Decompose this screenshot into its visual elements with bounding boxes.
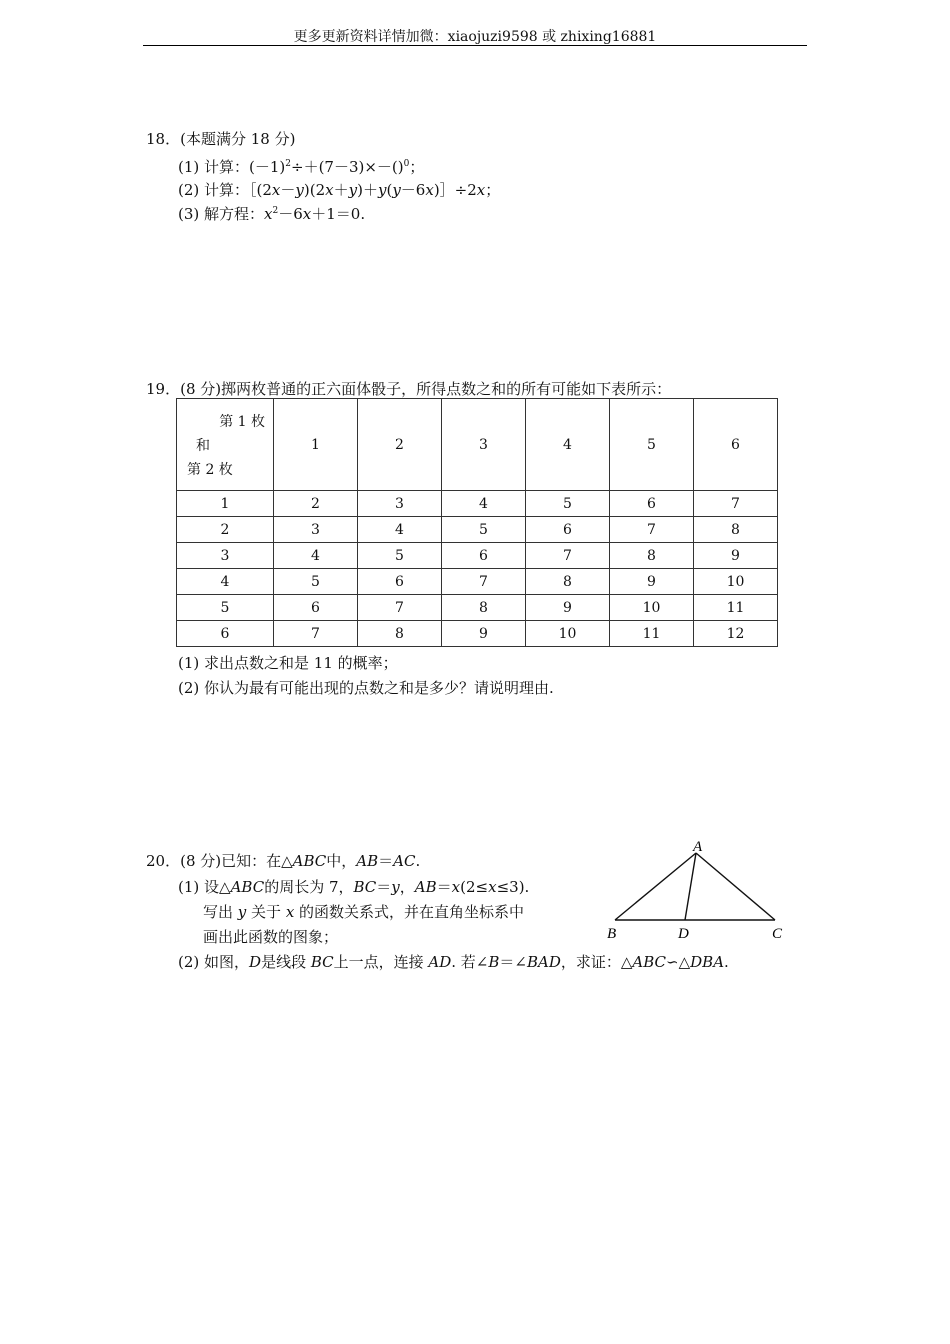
q20-part1-line1: (1) 设△ABC的周长为 7，BC＝y，AB＝x(2≤x≤3).	[178, 878, 530, 896]
table-corner-cell	[177, 399, 274, 491]
vertex-label-d: D	[678, 926, 689, 942]
table-row	[177, 491, 778, 517]
table-cell: 7	[442, 569, 526, 595]
header-cell: 6	[694, 399, 778, 491]
dice-sum-table	[176, 398, 778, 647]
table-cell: 7	[526, 543, 610, 569]
table-row	[177, 543, 778, 569]
table-cell: 10	[610, 595, 694, 621]
table-row	[177, 595, 778, 621]
table-cell: 1	[177, 491, 274, 517]
table-cell: 8	[358, 621, 442, 647]
table-cell: 11	[610, 621, 694, 647]
table-cell: 10	[694, 569, 778, 595]
table-cell: 9	[526, 595, 610, 621]
table-cell: 5	[358, 543, 442, 569]
corner-second-die: 第 2 枚	[187, 462, 233, 478]
corner-sum: 和	[196, 438, 210, 454]
table-cell: 4	[274, 543, 358, 569]
table-cell: 11	[694, 595, 778, 621]
table-cell: 7	[274, 621, 358, 647]
table-cell: 12	[694, 621, 778, 647]
table-cell: 6	[358, 569, 442, 595]
table-row	[177, 569, 778, 595]
table-cell: 8	[526, 569, 610, 595]
table-cell: 4	[358, 517, 442, 543]
table-cell: 5	[177, 595, 274, 621]
table-cell: 2	[177, 517, 274, 543]
table-cell: 4	[177, 569, 274, 595]
q20-part2: (2) 如图，D是线段 BC上一点，连接 AD. 若∠B＝∠BAD，求证：△ABC∽△DBA.	[178, 953, 729, 971]
table-header-row	[177, 399, 778, 491]
triangle-figure	[600, 836, 800, 946]
table-cell: 3	[177, 543, 274, 569]
vertex-label-c: C	[772, 926, 783, 942]
table-cell: 7	[358, 595, 442, 621]
table-cell: 7	[694, 491, 778, 517]
segment-ab	[615, 853, 696, 920]
table-cell: 8	[442, 595, 526, 621]
header-rule	[143, 45, 807, 46]
q20-part1-line2: 写出 y 关于 x 的函数关系式，并在直角坐标系中	[203, 903, 525, 921]
table-cell: 9	[442, 621, 526, 647]
q19-title: 19．(8 分)掷两枚普通的正六面体骰子，所得点数之和的所有可能如下表所示：	[146, 380, 672, 398]
header-cell: 2	[358, 399, 442, 491]
vertex-label-a: A	[693, 839, 703, 855]
table-cell: 9	[610, 569, 694, 595]
table-cell: 5	[274, 569, 358, 595]
table-cell: 10	[526, 621, 610, 647]
q18-part2: (2) 计算：［(2x－y)(2x＋y)＋y(y－6x)］÷2x；	[178, 181, 501, 199]
q19-part2: (2) 你认为最有可能出现的点数之和是多少？请说明理由.	[178, 679, 554, 697]
q20-title: 20．(8 分)已知：在△ABC中，AB＝AC.	[146, 852, 421, 870]
q18-part1: (1) 计算：$(-1)^2\div+(7-3)\times-()^0$；	[178, 158, 425, 176]
table-cell: 3	[358, 491, 442, 517]
header-cell: 3	[442, 399, 526, 491]
table-row	[177, 517, 778, 543]
table-cell: 4	[442, 491, 526, 517]
table-cell: 9	[694, 543, 778, 569]
q18-part3: (3) 解方程：$x^2-6x+1=0$.	[178, 205, 366, 223]
q20-part1-line3: 画出此函数的图象；	[203, 928, 339, 946]
table-cell: 3	[274, 517, 358, 543]
table-cell: 2	[274, 491, 358, 517]
table-cell: 5	[526, 491, 610, 517]
q18-title: 18．(本题满分 18 分)	[146, 130, 296, 148]
table-cell: 8	[694, 517, 778, 543]
header-cell: 1	[274, 399, 358, 491]
header-cell: 4	[526, 399, 610, 491]
header-cell: 5	[610, 399, 694, 491]
table-cell: 6	[526, 517, 610, 543]
page-header: 更多更新资料详情加微：xiaojuzi9598 或 zhixing16881	[293, 29, 657, 45]
table-cell: 8	[610, 543, 694, 569]
table-cell: 6	[442, 543, 526, 569]
table-cell: 6	[177, 621, 274, 647]
vertex-label-b: B	[607, 926, 617, 942]
table-cell: 7	[610, 517, 694, 543]
table-cell: 6	[274, 595, 358, 621]
table-row	[177, 621, 778, 647]
segment-ac	[696, 853, 775, 920]
segment-ad	[685, 853, 696, 920]
table-cell: 6	[610, 491, 694, 517]
table-cell: 5	[442, 517, 526, 543]
q19-part1: (1) 求出点数之和是 11 的概率；	[178, 654, 398, 672]
corner-first-die: 第 1 枚	[219, 414, 265, 430]
